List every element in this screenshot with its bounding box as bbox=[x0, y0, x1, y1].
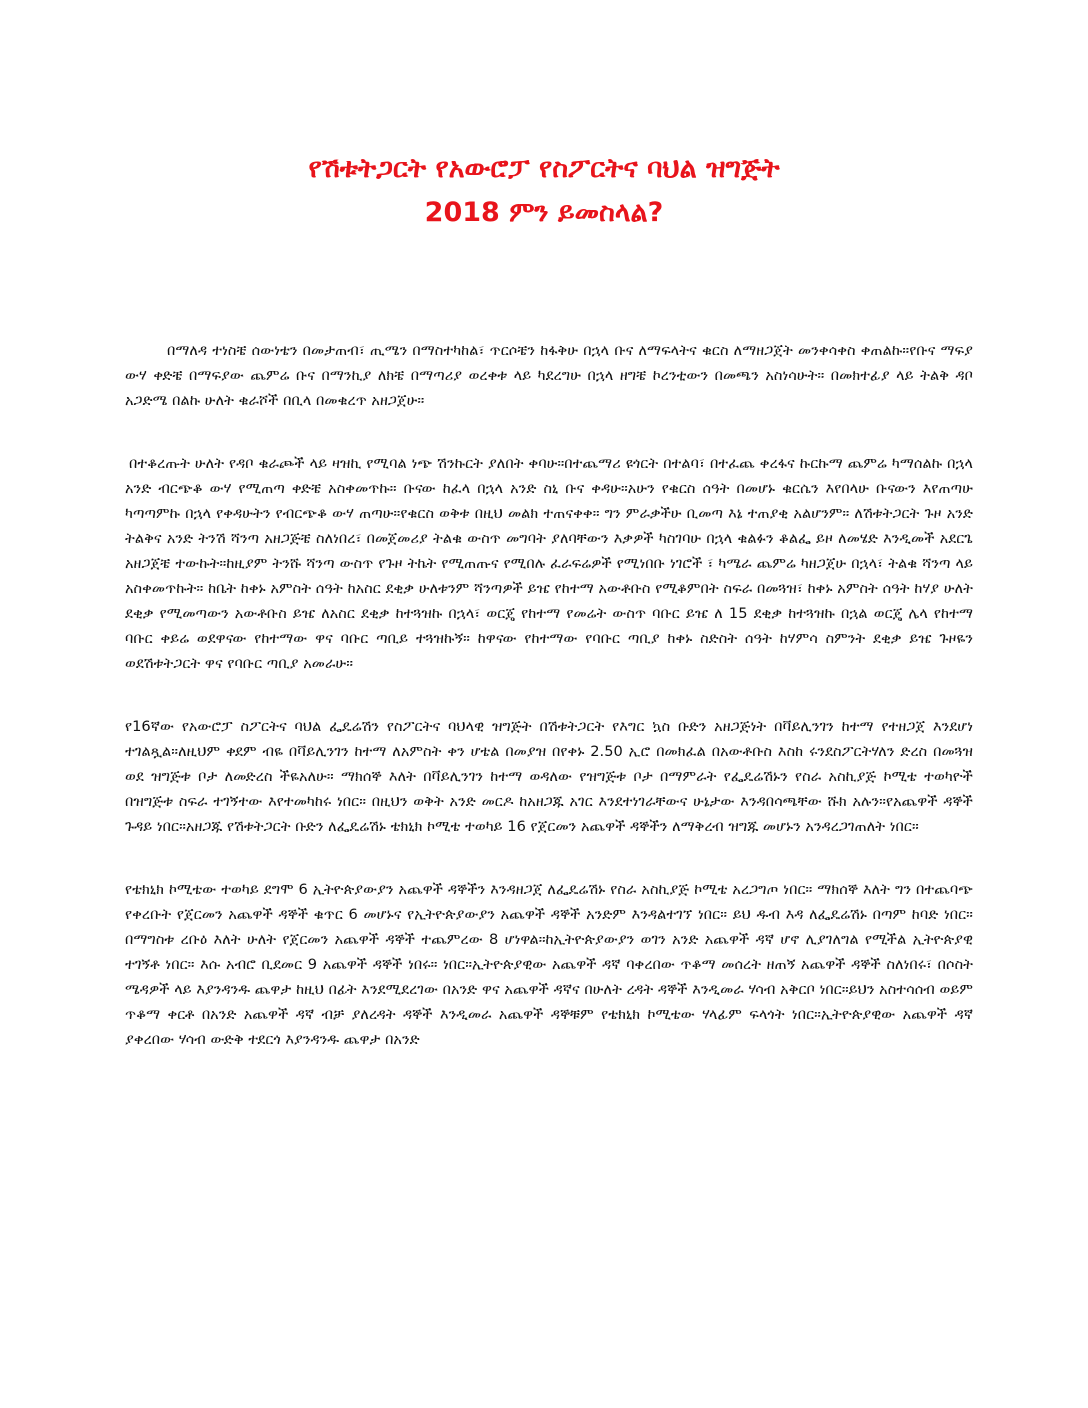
paragraph-4: የቴክኒክ ኮሚቴው ተወካይ ደግሞ 6 ኢትዮጵያውያን አጨዋች ዳኞችን እንዳዘጋጀ ለፌዴሬሽኑ የስራ አስኪያጅ ኮሚቴ አረጋግጦ ነበር። ማክሰኞ እለት ግን በተጨባጭ የቀረቡት የጀርመን አጨዋች ዳኞች ቁጥር 6 መሆኑና የኢትዮጵያውያን አጨዋች ዳኞች አንድም እንዳልተገኘ ነበር። ይህ ዱብ እዳ ለፌዴሬሽኑ በጣም ከባድ ነበር። በማግስቱ ረቡዕ እለት ሁለት የጀርመን አጨዋች ዳኞች ተጨምረው 8 ሆነዋል።ከኢትዮጵያውያን ወገን አንድ አጨዋች ዳኛ ሆኖ ሊያገለግል የሚችል ኢትዮጵያዊ ተገኝቶ ነበር። እሱ አብሮ ቢደመር 9 አጨዋች ዳኞች ነበሩ። ነበር።ኢትዮጵያዊው አጨዋች ዳኛ ባቀረበው ጥቆማ መሰረት ዘጠኝ አጨዋች ዳኞች ስለነበሩ፣ በሶስት ሜዳዎች ላይ እያንዳንዱ ጨዋታ ከዚህ በፊት እንደሚደረገው በአንድ ዋና አጨዋች ዳኛና በሁለት ረዳት ዳኞች እንዲመራ ሃሳብ አቅርቦ ነበር።ይህን አስተሳሰብ ወይም ጥቆማ ቀርቶ በአንድ አጨዋች ዳኛ ብቻ ያለረዳት ዳኞች እንዲመራ አጨዋች ዳኞቹም የቴክኒክ ኮሚቴው ሃላፊም ፍላጎት ነበር።ኢትዮጵያዊው አጨዋች ዳኛ ያቀረበው ሃሳብ ውድቅ ተደርጎ እያንዳንዱ ጨዋታ በአንድ bbox=[125, 881, 973, 1048]
paragraph-1: በማለዳ ተነስቼ ሰውነቴን በመታጠብ፣ ጢሜን በማስተካከል፣ ጥርሶቼን ከፋቅሁ በኋላ ቡና ለማፍላትና ቁርስ ለማዘጋጀት መንቀሳቀስ ቀጠልኩ።የቡና ማፍያ ውሃ ቀድቼ በማፍያው ጨምሬ ቡና በማንኪያ ለክቼ በማጣሪያ ወረቀቱ ላይ ካደረግሁ በኋላ ዘግቼ ኮረንቲውን በመጫን አስነሳሁት። በመክተፊያ ላይ ትልቅ ዳቦ አጋድሜ በልኩ ሁለት ቁራሾች በቢላ በመቁረጥ አዘጋጀሁ። bbox=[125, 342, 973, 409]
paragraph-3: የ16ኛው የአውሮፓ ስፖርትና ባህል ፌዴሬሽን የስፖርትና ባህላዊ ዝግጅት በሽቱትጋርት የእግር ኳስ ቡድን አዘጋጅነት በቫይሊንገን ከተማ የተዘጋጀ እንደሆነ ተገልጿል።ለዚህም ቀደም ብዬ በቫይሊንገን ከተማ ለአምስት ቀን ሆቴል በመያዝ በየቀኑ 2.50 ኢሮ በመክፈል በአውቶቡስ እስከ ሩንደስፖርትሃለን ድረስ በመጓዝ ወደ ዝግጅቱ ቦታ ለመድረስ ችዬአለሁ። ማክሰኞ እለት በቫይሊንገን ከተማ ወዳለው የዝግጅቱ ቦታ በማምራት የፌዴሬሽኑን የስራ አስኪያጅ ኮሚቴ ተወካዮች በዝግጅቱ ስፍራ ተገኝተው እየተመካከሩ ነበር። በዚህን ወቅት አንድ መርዶ ከአዘጋጁ አገር እንደተነገራቸውና ሁኔታው እንዳበሳጫቸው ሹክ አሉን።የአጨዋች ዳኞች ጉዳይ ነበር።አዘጋጁ የሽቱትጋርት ቡድን ለፌዴሬሽኑ ቴክኒክ ኮሚቴ ተወካይ 16 የጀርመን አጨዋች ዳኞችን ለማቅረብ ዝግጁ መሆኑን አንዳረጋገጠለት ነበር። bbox=[125, 718, 973, 835]
title-line-2: 2018 ምን ይመስላል? bbox=[424, 197, 664, 228]
title-line-1: የሽቱትጋርት የአውሮፓ የስፖርትና ባህል ዝግጅት bbox=[308, 153, 780, 184]
document-title bbox=[0, 148, 1088, 236]
paragraph-2: በተቆረጡት ሁለት የዳቦ ቁራጮች ላይ ዛዝኪ የሚባል ነጭ ሽንኩርት ያለበት ቀባሁ።በተጨማሪ ዩጎርት በተልባ፣ በተፈጨ ቀረፋና ኩርኩማ ጨምሬ ካማሰልኩ በኋላ አንድ ብርጭቆ ውሃ የሚጠጣ ቀድቼ አስቀመጥኩ። ቡናው ከፈላ በኋላ አንድ ስኒ ቡና ቀዳሁ።አሁን የቁርስ ሰዓት በመሆኑ ቁርሴን እየበላሁ ቡናውን እየጠጣሁ ካጣጣምኩ በኋላ የቀዳሁትን የብርጭቆ ውሃ ጠጣሁ።የቁርስ ወቅቱ በዚህ መልክ ተጠናቀቀ። ግን ምራቃችሁ ቢመጣ እኔ ተጠያቂ አልሆንም። ለሽቱትጋርት ጉዞ አንድ ትልቅና አንድ ትንሽ ሻንጣ አዘጋጅቼ ስለነበረ፣ በመጀመሪያ ትልቁ ውስጥ መግባት ያለባቸውን እቃዎች ካስገባሁ በኋላ ቁልፉን ቆልፌ ይዞ ለመሄድ እንዲመች አደርጌ አዘጋጀቼ ተውኩት።ከዚያም ትንሹ ሻንጣ ውስጥ የጉዞ ትኬት የሚጠጡና የሚበሉ ፈራፍሬዎች የሚነበቡ ነገሮች ፣ ካሜራ ጨምሬ ካዘጋጀሁ በኋላ፣ ትልቁ ሻንጣ ላይ አስቀመጥኩት። ከቤት ከቀኑ አምስት ሰዓት ከአስር ደቂቃ ሁለቱንም ሻንጣዎች ይዤ የከተማ አውቶቡስ የሚቆምበት ስፍራ በመጓዝ፣ ከቀኑ አምስት ሰዓት ከሃያ ሁለት ደቂቃ የሚመጣውን አውቶቡስ ይዤ ለአስር ደቂቃ ከተጓዝኩ በኋላ፣ ወርጄ የከተማ የመሬት ውስጥ ባቡር ይዤ ለ 15 ደቂቃ ከተጓዝኩ በኋል ወርጄ ሌላ የከተማ ባቡር ቀይሬ ወደዋናው የከተማው ዋና ባቡር ጣቢይ ተጓዝኩኝ። ከዋናው የከተማው የባቡር ጣቢያ ከቀኑ ስድስት ሰዓት ከሃምሳ ስምንት ደቂቃ ይዤ ጉዞዬን ወደሽቱትጋርት ዋና የባቡር ጣቢያ አመራሁ። bbox=[125, 455, 973, 672]
document-body bbox=[125, 338, 973, 1090]
